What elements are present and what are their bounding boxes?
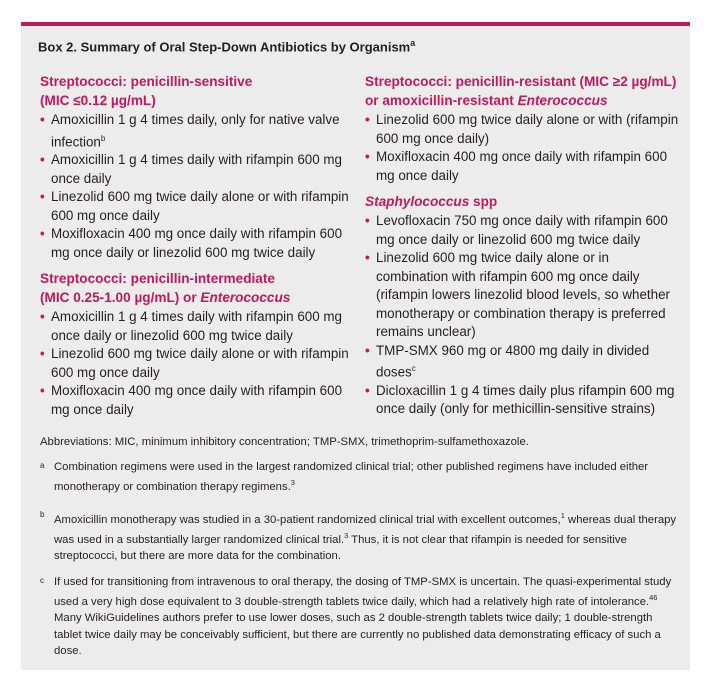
regimen-text: Amoxicillin 1 g 4 times daily, only for native valve infection <box>51 112 340 149</box>
regimen-item <box>40 151 350 188</box>
footnote-a <box>40 459 680 495</box>
footnote-text <box>40 459 680 495</box>
regimen-item <box>40 345 350 382</box>
bullet-icon: • <box>40 309 45 325</box>
group-heading-line1: Streptococci: penicillin-sensitive <box>40 74 253 89</box>
regimen-item <box>365 382 680 419</box>
bullet-icon: • <box>40 226 45 242</box>
group-heading-suffix: spp <box>469 194 498 209</box>
footnote-b <box>40 508 680 564</box>
regimen-text: Linezolid 600 mg twice daily alone or in combination with rifampin 600 mg once daily (rifampin lowers linezolid blood levels, so whether monotherapy or combination therapy is preferred remains unclear) <box>376 250 670 339</box>
bullet-icon: • <box>365 149 370 164</box>
regimen-item <box>365 342 680 382</box>
regimen-list <box>365 111 680 185</box>
reference-mark: 3 <box>290 478 295 488</box>
bullet-icon: • <box>365 342 370 358</box>
regimen-text: Moxifloxacin 400 mg once daily with rifampin 600 mg once daily <box>376 149 668 183</box>
group-heading-organism: Enterococcus <box>200 290 291 306</box>
bullet-icon: • <box>365 250 370 265</box>
regimen-text: Linezolid 600 mg twice daily alone or with (rifampin 600 mg once daily) <box>376 112 679 146</box>
group-heading <box>365 72 680 110</box>
footnote-body: Thus, it is not clear that rifampin is needed for sensitive streptococci, but there are more data for the combination. <box>54 533 627 563</box>
regimen-list <box>40 308 350 419</box>
footnote-body: Amoxicillin monotherapy was studied in a 30-patient randomized clinical trial with excellent outcomes, <box>54 513 561 526</box>
footnote-body: whereas dual therapy was used in a substantially larger randomized clinical trial. <box>54 513 677 546</box>
regimen-text: Amoxicillin 1 g 4 times daily with rifampin 600 mg once daily or linezolid 600 mg twice daily <box>51 309 342 343</box>
summary-box <box>21 22 690 670</box>
footnote-text <box>40 508 680 564</box>
regimen-text: Moxifloxacin 400 mg once daily with rifampin 600 mg once daily <box>51 383 343 417</box>
group-heading-line2: (MIC 0.25-1.00 µg/mL) or <box>40 290 201 306</box>
regimen-item <box>40 308 350 345</box>
regimen-item <box>40 382 350 419</box>
left-column <box>40 72 350 426</box>
bullet-icon: • <box>40 152 45 168</box>
footnote-mark: b <box>100 133 106 143</box>
right-column <box>365 72 680 426</box>
regimen-text: Linezolid 600 mg twice daily alone or with rifampin 600 mg once daily <box>51 189 349 223</box>
regimen-text: Moxifloxacin 400 mg once daily with rifampin 600 mg once daily or linezolid 600 mg twice daily <box>51 226 343 260</box>
reference-mark: 3 <box>344 531 349 541</box>
footnote-text <box>40 574 680 659</box>
footnote-body: Combination regimens were used in the largest randomized clinical trial; other published regimens have included either monotherapy or combination therapy regimens. <box>54 461 649 494</box>
group-heading-line1: Streptococci: penicillin-intermediate <box>40 271 275 287</box>
regimen-item <box>365 249 680 342</box>
box-title-footnote-mark: a <box>410 38 416 48</box>
reference-mark: 46 <box>649 593 658 603</box>
regimen-item <box>365 212 680 249</box>
group-heading <box>40 72 350 110</box>
bullet-icon: • <box>40 189 45 205</box>
footnote-mark: b <box>40 510 45 519</box>
regimen-text: Amoxicillin 1 g 4 times daily with rifampin 600 mg once daily <box>51 152 342 186</box>
abbreviations: Abbreviations: MIC, minimum inhibitory concentration; TMP-SMX, trimethoprim-sulfamethoxazole. <box>40 436 529 448</box>
regimen-text: Dicloxacillin 1 g 4 times daily plus rifampin 600 mg once daily (only for methicillin-sensitive strains) <box>376 382 675 417</box>
box-accent-bar <box>21 22 690 26</box>
regimen-item <box>365 111 680 148</box>
bullet-icon: • <box>40 383 45 399</box>
group-strep-penicillin-sensitive <box>40 72 350 262</box>
regimen-item <box>40 225 350 262</box>
reference-mark: 1 <box>560 511 565 520</box>
footnote-mark: c <box>411 364 416 373</box>
group-strep-penicillin-intermediate <box>40 269 350 419</box>
box-title <box>38 38 415 54</box>
box-title-text: Box 2. Summary of Oral Step-Down Antibiotics by Organism <box>38 39 411 55</box>
group-heading <box>365 192 680 211</box>
group-heading-line1: Streptococci: penicillin-resistant (MIC ≥2 µg/mL) <box>365 74 677 89</box>
regimen-text: Levofloxacin 750 mg once daily with rifampin 600 mg once daily or linezolid 600 mg twice daily <box>376 213 668 247</box>
bullet-icon: • <box>40 112 45 127</box>
regimen-item <box>365 148 680 185</box>
group-staphylococcus <box>365 192 680 419</box>
regimen-item <box>40 188 350 225</box>
footnote-mark: c <box>40 576 44 585</box>
group-heading-line2: (MIC ≤0.12 µg/mL) <box>40 93 156 108</box>
footnote-c <box>40 574 680 659</box>
group-heading-organism: Enterococcus <box>517 93 608 108</box>
regimen-list <box>40 111 350 262</box>
regimen-text: TMP-SMX 960 mg or 4800 mg daily in divided doses <box>376 342 650 380</box>
bullet-icon: • <box>365 382 370 398</box>
bullet-icon: • <box>365 112 370 127</box>
bullet-icon: • <box>40 346 45 362</box>
footnote-mark: a <box>40 461 45 470</box>
regimen-list <box>365 212 680 419</box>
group-heading <box>40 269 350 307</box>
regimen-item <box>40 111 350 151</box>
regimen-text: Linezolid 600 mg twice daily alone or with rifampin 600 mg once daily <box>51 346 349 380</box>
group-heading-line2: or amoxicillin-resistant <box>365 93 518 108</box>
bullet-icon: • <box>365 213 370 228</box>
group-heading-organism: Staphylococcus <box>365 194 470 209</box>
footnote-body: If used for transitioning from intravenous to oral therapy, the dosing of TMP-SMX is uncertain. The quasi-experimental study used a very high dose equivalent to 3 double-strength tablets twice daily, which had a relatively high rate of intolerance. <box>54 576 672 609</box>
footnote-body: Many WikiGuidelines authors prefer to use lower doses, such as 2 double-strength tablets twice daily; 1 double-strength tablet twice daily may be conceivably sufficient, but there are currently no published data demonstrating efficacy of such a dose. <box>54 612 661 657</box>
group-strep-penicillin-resistant <box>365 72 680 185</box>
